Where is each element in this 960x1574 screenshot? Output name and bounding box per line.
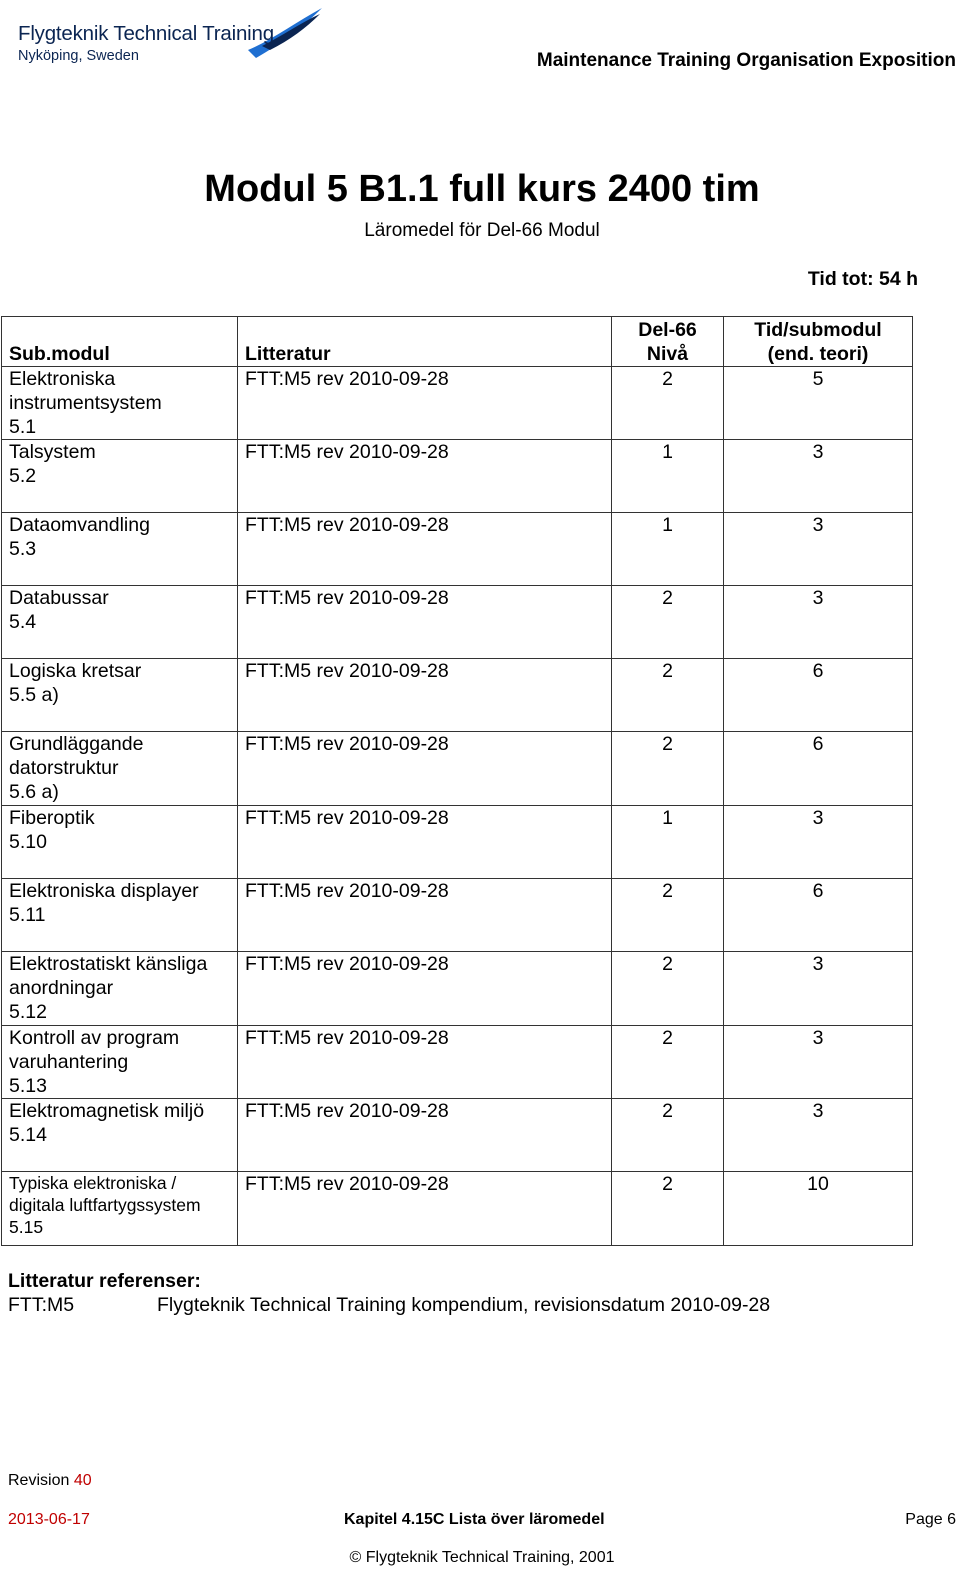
cell-tid: 3 xyxy=(724,1099,913,1172)
submodul-line: Grundläggande xyxy=(9,733,144,755)
table-row xyxy=(2,732,913,806)
table-row xyxy=(2,806,913,879)
table-row xyxy=(2,659,913,732)
cell-litteratur: FTT:M5 rev 2010-09-28 xyxy=(238,732,612,806)
submodul-line: 5.1 xyxy=(9,416,37,438)
submodul-line: datorstruktur xyxy=(9,757,119,779)
submodul-line: 5.3 xyxy=(9,538,37,560)
cell-tid: 6 xyxy=(724,879,913,952)
cell-niva: 2 xyxy=(612,586,724,659)
submodul-line: 5.15 xyxy=(9,1217,44,1237)
footer-page: Page 6 xyxy=(905,1511,956,1528)
cell-tid: 5 xyxy=(724,367,913,440)
cell-submodul xyxy=(2,659,238,732)
cell-litteratur: FTT:M5 rev 2010-09-28 xyxy=(238,367,612,440)
submodul-line: 5.10 xyxy=(9,831,47,853)
table-row xyxy=(2,952,913,1026)
footer-copyright: © Flygteknik Technical Training, 2001 xyxy=(349,1549,615,1566)
cell-submodul xyxy=(2,1026,238,1099)
submodul-line: Elektrostatiskt känsliga xyxy=(9,953,208,975)
cell-tid: 3 xyxy=(724,806,913,879)
header-niva-line2: Nivå xyxy=(646,343,689,365)
submodul-line: Logiska kretsar xyxy=(9,660,142,682)
cell-tid: 10 xyxy=(724,1172,913,1246)
cell-submodul xyxy=(2,952,238,1026)
table-row xyxy=(2,367,913,440)
header-litteratur: Litteratur xyxy=(238,317,612,367)
header-title: Maintenance Training Organisation Exposition xyxy=(536,50,956,71)
header-tid xyxy=(724,317,913,367)
cell-niva: 1 xyxy=(612,440,724,513)
cell-litteratur: FTT:M5 rev 2010-09-28 xyxy=(238,1172,612,1246)
footer-date: 2013-06-17 xyxy=(8,1511,90,1528)
cell-submodul xyxy=(2,367,238,440)
cell-litteratur: FTT:M5 rev 2010-09-28 xyxy=(238,1099,612,1172)
cell-tid: 3 xyxy=(724,952,913,1026)
table-header-row xyxy=(2,317,913,367)
submodul-line: anordningar xyxy=(9,977,114,999)
page-subtitle: Läromedel för Del-66 Modul xyxy=(364,220,600,241)
submodul-line: 5.2 xyxy=(9,465,37,487)
cell-niva: 1 xyxy=(612,806,724,879)
cell-submodul xyxy=(2,732,238,806)
submodul-line: 5.5 a) xyxy=(9,684,59,706)
page-title: Modul 5 B1.1 full kurs 2400 tim xyxy=(204,168,760,210)
submodul-line: 5.13 xyxy=(9,1075,47,1097)
references-heading: Litteratur referenser: xyxy=(8,1270,201,1292)
cell-niva: 2 xyxy=(612,732,724,806)
submodul-line: Elektroniska displayer xyxy=(9,880,199,902)
cell-submodul xyxy=(2,1099,238,1172)
cell-submodul xyxy=(2,1172,238,1246)
cell-submodul xyxy=(2,879,238,952)
cell-tid: 3 xyxy=(724,513,913,586)
cell-niva: 2 xyxy=(612,879,724,952)
table-body xyxy=(2,367,913,1246)
cell-litteratur: FTT:M5 rev 2010-09-28 xyxy=(238,659,612,732)
revision xyxy=(8,1472,92,1490)
submodul-line: Databussar xyxy=(9,587,109,609)
logo-subtitle: Nyköping, Sweden xyxy=(18,48,139,64)
cell-tid: 3 xyxy=(724,1026,913,1099)
cell-litteratur: FTT:M5 rev 2010-09-28 xyxy=(238,440,612,513)
submodul-line: 5.12 xyxy=(9,1001,47,1023)
table-row xyxy=(2,586,913,659)
submodul-line: 5.4 xyxy=(9,611,37,633)
submodul-line: 5.11 xyxy=(9,904,46,926)
cell-submodul xyxy=(2,806,238,879)
table-row xyxy=(2,1099,913,1172)
course-table xyxy=(1,316,913,1246)
cell-niva: 2 xyxy=(612,1099,724,1172)
cell-submodul xyxy=(2,513,238,586)
submodul-line: instrumentsystem xyxy=(9,392,162,414)
cell-tid: 6 xyxy=(724,659,913,732)
submodul-line: Elektromagnetisk miljö xyxy=(9,1100,205,1122)
submodul-line: Dataomvandling xyxy=(9,514,150,536)
cell-niva: 2 xyxy=(612,952,724,1026)
cell-litteratur: FTT:M5 rev 2010-09-28 xyxy=(238,1026,612,1099)
table-row xyxy=(2,1026,913,1099)
submodul-line: digitala luftfartygssystem xyxy=(9,1195,201,1215)
header-tid-line2: (end. teori) xyxy=(767,343,869,365)
submodul-line: Talsystem xyxy=(9,441,96,463)
cell-submodul xyxy=(2,586,238,659)
submodul-line: Kontroll av program xyxy=(9,1027,180,1049)
submodul-line: Elektroniska xyxy=(9,368,116,390)
cell-litteratur: FTT:M5 rev 2010-09-28 xyxy=(238,879,612,952)
header-niva-line1: Del-66 xyxy=(638,319,697,341)
cell-litteratur: FTT:M5 rev 2010-09-28 xyxy=(238,952,612,1026)
cell-tid: 3 xyxy=(724,586,913,659)
reference-code: FTT:M5 xyxy=(8,1294,75,1316)
table-row xyxy=(2,1172,913,1246)
header-submodul: Sub.modul xyxy=(2,317,238,367)
cell-niva: 2 xyxy=(612,659,724,732)
submodul-line: 5.14 xyxy=(9,1124,47,1146)
header-niva xyxy=(612,317,724,367)
table-row xyxy=(2,513,913,586)
reference-description: Flygteknik Technical Training kompendium, revisionsdatum 2010-09-28 xyxy=(157,1294,771,1316)
cell-niva: 2 xyxy=(612,1026,724,1099)
cell-submodul xyxy=(2,440,238,513)
cell-niva: 2 xyxy=(612,367,724,440)
cell-litteratur: FTT:M5 rev 2010-09-28 xyxy=(238,586,612,659)
total-time: Tid tot: 54 h xyxy=(807,268,918,290)
submodul-line: Fiberoptik xyxy=(9,807,95,829)
cell-litteratur: FTT:M5 rev 2010-09-28 xyxy=(238,806,612,879)
footer-chapter: Kapitel 4.15C Lista över läromedel xyxy=(344,1511,605,1528)
cell-tid: 3 xyxy=(724,440,913,513)
submodul-line: varuhantering xyxy=(9,1051,129,1073)
revision-number: 40 xyxy=(73,1472,92,1489)
cell-niva: 1 xyxy=(612,513,724,586)
logo-title: Flygteknik Technical Training xyxy=(18,22,274,45)
table-row xyxy=(2,440,913,513)
company-logo xyxy=(14,6,314,76)
header-tid-line1: Tid/submodul xyxy=(754,319,882,341)
table-row xyxy=(2,879,913,952)
revision-label: Revision xyxy=(8,1472,70,1489)
cell-tid: 6 xyxy=(724,732,913,806)
cell-niva: 2 xyxy=(612,1172,724,1246)
cell-litteratur: FTT:M5 rev 2010-09-28 xyxy=(238,513,612,586)
submodul-line: 5.6 a) xyxy=(9,781,59,803)
submodul-line: Typiska elektroniska / xyxy=(9,1173,177,1193)
